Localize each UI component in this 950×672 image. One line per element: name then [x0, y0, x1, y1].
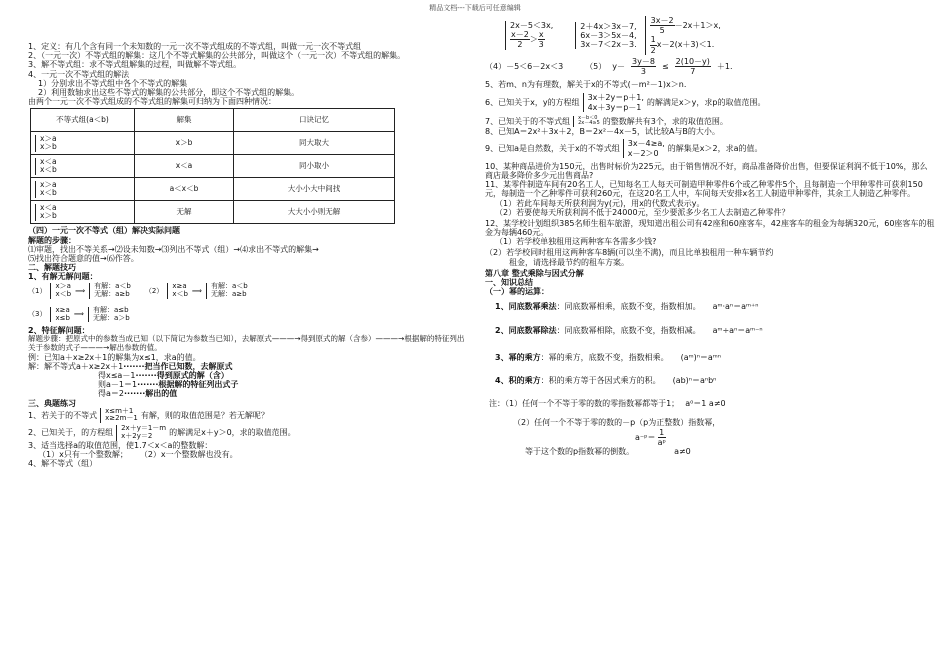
question-3: 3、适当选择a的取值范围，使1.7＜x＜a的整数解：: [28, 440, 213, 450]
chapter-8-title: 第八章 整式乘除与因式分解: [485, 268, 584, 278]
steps-line-2: ⑸找出符合题意的值→⑹作答。: [28, 253, 139, 263]
case-row-1: （1） x＞a x＜b ⟹ 有解：a＜b 无解：a≥b （2） x≥a x＜b ⟹ 有解：a＜b 无解：a≥b: [28, 282, 248, 299]
practice-title: 三、典题练习: [28, 398, 76, 408]
tip-2-steps: 解题步骤：把原式中的参数当成已知（以下简记为参数当已知），去解原式———→得到原式的解（含参）———→根据解的特征列出关于参数的式子———→解出参数的值。: [28, 334, 465, 352]
table-header: 解集: [135, 109, 234, 132]
rule-1: 1、同底数幂乘法：同底数幂相乘，底数不变，指数相加。 aᵐ·aⁿ＝aᵐ⁺ⁿ: [495, 302, 759, 312]
power-rules-title: （一）幂的运算：: [485, 287, 549, 297]
system-2: 2＋4x＞3x－7, 6x－3＞5x－4, 3x－7＜2x－3.: [575, 22, 636, 50]
question-5: 5、若m、n为有理数，解关于x的不等式(－m²－1)x＞n.: [485, 80, 687, 90]
question-9: 9、已知a是自然数，关于x的不等式组 3x－4≥a, x－2＞0 的解集是x＞2，求a的值。: [485, 139, 763, 158]
question-10: 10、某种商品进价为150元，出售时标价为225元，由于销售情况不好，商品准备降价出售，但要保证利润不低于10%，那么商店最多降价多少元出售商品?: [485, 161, 928, 180]
solve-line: 3、解不等式组：求不等式组解集的过程，叫做解不等式组。: [28, 60, 242, 70]
system-3: $\frac{3x-2}{5}$ －2x＋1＞x, $\frac{1}{2}$ x－2(x＋3)＜1.: [645, 16, 721, 55]
method-title: 4、一元一次不等式组的解法: [28, 69, 130, 79]
question-3-parts: （1）x只有一个整数解； （2）x一个整数解也没有。: [38, 449, 238, 459]
system-cell: x＞a x＜b: [31, 178, 135, 201]
system-cell: x＜a x＜b: [31, 155, 135, 178]
tip-2-title: 2、特征解问题：: [28, 326, 90, 336]
page-header: 精品文档---下载后可任意编辑: [429, 4, 521, 12]
arrow-icon: ⟹: [75, 287, 86, 296]
solution-cell: 无解: [135, 201, 234, 224]
note-2: （2）任何一个不等于零的数的－p（p为正整数）指数幂，: [513, 418, 721, 428]
question-4: 4、解不等式（组）: [28, 458, 98, 468]
question-12-part-1: （1）若学校单独租用这两种客车各需多少钱?: [495, 237, 657, 247]
tip-2-step-4: 得a＝2·······解出的值: [98, 389, 178, 399]
knowledge-summary: 一、知识总结: [485, 278, 533, 287]
mnemonic-cell: 大小小大中间找: [233, 178, 394, 201]
solution-cell: x＞b: [135, 132, 234, 155]
question-7: 7、已知关于的不等式组 x－b＜0 2x－4≥5 的整数解共有3个，求的取值范围。: [485, 114, 728, 127]
arrow-icon: ⟹: [73, 310, 84, 319]
table-row: [31, 201, 395, 224]
solution-cell: x＜a: [135, 155, 234, 178]
note-2-end: 等于这个数的p指数幂的倒数。 a≠0: [525, 446, 691, 456]
question-12-part-2: （2）若学校同时租用这两种客车8辆(可以坐不满)，而且比单独租用一种车辆节约: [485, 248, 774, 258]
system-cell: x＜a x＞b: [31, 201, 135, 224]
table-header-row: [31, 109, 395, 132]
question-6: 6、已知关于x，y的方程组 3x＋2y＝p＋1, 4x＋3y＝p－1 的解满足x＞y，求p的取值范围。: [485, 93, 766, 112]
tip-2-example: 例：已知a＋x≥2x＋1的解集为x≤1，求a的值。: [28, 352, 201, 362]
right-column: [485, 16, 935, 456]
mnemonic-cell: 大大小小则无解: [233, 201, 394, 224]
table-header: 不等式组(a＜b): [31, 109, 135, 132]
question-12: 12、某学校计划组织385名师生租车旅游，现知道出租公司有42座和60座客车，42座客车的租金为每辆320元，60座客车的租金为每辆460元。: [485, 218, 935, 238]
table-row: [31, 155, 395, 178]
question-11-part-1: （1）若此车间每天所获利润为y(元)，用x的代数式表示y。: [495, 198, 705, 208]
tip-2-step-1: 解：解不等式a＋x≥2x＋1·······把当作已知数，去解原式: [28, 361, 233, 371]
mnemonic-cell: 同大取大: [233, 132, 394, 155]
question-11-part-2: （2）若要使每天所获利润不低于24000元，至少要派多少名工人去制造乙种零件？: [495, 207, 790, 217]
method-step-2: 2）利用数轴求出这些不等式的解集的公共部分，即这个不等式组的解集。: [38, 87, 300, 97]
tip-1-title: 1、有解无解问题：: [28, 272, 98, 282]
tip-2-step-2: 得x≤a－1·······得到原式的解（含）: [98, 371, 229, 380]
rule-3: 3、幂的乘方：幂的乘方，底数不变，指数相乘。 (aᵐ)ⁿ＝aᵐⁿ: [495, 352, 721, 362]
question-8: 8、已知A＝2x²＋3x＋2，B＝2x²－4x－5，试比较A与B的大小。: [485, 127, 720, 137]
method-step-1: 1）分别求出不等式组中各个不等式的解集: [38, 78, 188, 88]
definition-line: 1、定义：有几个含有同一个未知数的一元一次不等式组成的不等式组，叫做一元一次不等式组: [28, 42, 362, 51]
table-header: 口诀记忆: [233, 109, 394, 132]
solution-table: [30, 108, 395, 224]
tips-title: 二、解题技巧: [28, 263, 76, 273]
solution-cell: a＜x＜b: [135, 178, 234, 201]
system-1: 2x－5＜3x, $\frac{x-2}{2}$ ＞ $\frac{x}{3}$: [505, 21, 553, 50]
section-4-title: （四）一元一次不等式（组）解决实际问题: [28, 226, 180, 236]
question-2: 2、已知关于，的方程组 2x＋y＝1－m x＋2y＝2 的解满足x＋y＞0，求的取值范围。: [28, 424, 296, 440]
steps-title: 解题的步骤：: [28, 235, 76, 245]
inequality-systems-row: [485, 16, 935, 55]
question-1: 1、若关于的不等式 x≤m＋1 x≥2m－1 有解，则的取值范围是？若无解呢？: [28, 406, 269, 423]
table-row: [31, 132, 395, 155]
solution-set-line: 2、（一元一次）不等式组的解集：这几个不等式解集的公共部分，叫做这个（一元一次）不等式组的解集。: [28, 51, 406, 61]
tip-2-step-3: 则a－1＝1·······根据解的特征列出式子: [98, 380, 239, 390]
question-12-part-2-cont: 租金，请选择最节约的租车方案。: [509, 257, 629, 267]
rule-2: 2、同底数幂除法：同底数幂相除，底数不变，指数相减。 aᵐ÷aⁿ＝aᵐ⁻ⁿ: [495, 325, 763, 335]
rule-4: 4、积的乘方：积的乘方等于各因式乘方的积。 (ab)ⁿ＝aⁿbⁿ: [495, 375, 717, 385]
table-intro: 由两个一元一次不等式组成的不等式组的解集可归纳为下面四种情况：: [28, 97, 276, 107]
question-11: 11、某零件制造车间有20名工人，已知每名工人每天可制造甲种零件6个或乙种零件5个，且每制造一个甲种零件可获利150元，每制造一个乙种零件可获利260元，在这20名工人中，车间每天安排x名工人制造甲种零件，其余工人制造乙种零件。: [485, 180, 923, 199]
inequality-row-2: （4）－5＜6－2x＜3 （5） y－ $\frac{3y-8}{3}$ ≤ $\frac{2(10-y)}{7}$ ＋1.: [485, 56, 733, 76]
left-column: [28, 16, 473, 468]
system-cell: x＞a x＞b: [31, 132, 135, 155]
table-row: [31, 178, 395, 201]
note-2-formula: a⁻ᵖ＝ $\frac{1}{\text{aᵖ}}$: [635, 427, 666, 447]
case-row-3: （3） x≥a x≤b ⟹ 有解：a≤b 无解：a＞b: [28, 305, 130, 322]
steps-line-1: ⑴审题，找出不等关系→⑵设未知数→⑶列出不等式（组）→⑷求出不等式的解集→: [28, 244, 319, 254]
arrow-icon: ⟹: [191, 287, 202, 296]
note-1: 注：（1）任何一个不等于零的数的零指数幂都等于1； a⁰＝1 a≠0: [489, 399, 726, 409]
mnemonic-cell: 同小取小: [233, 155, 394, 178]
